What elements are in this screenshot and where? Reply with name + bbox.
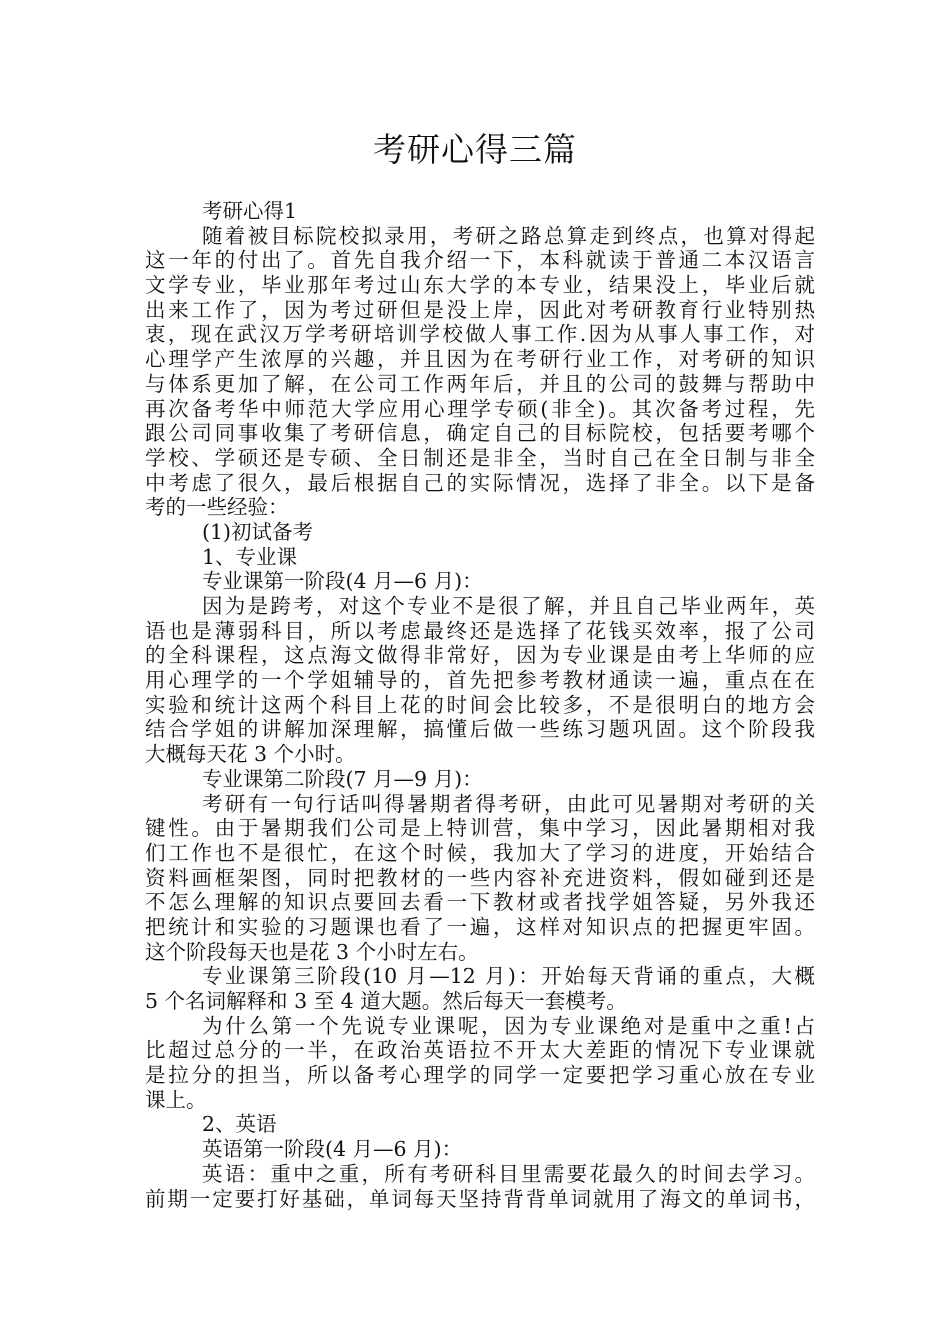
text-line: 把统计和实验的习题课也看了一遍，这样对知识点的把握更牢固。 (145, 914, 815, 939)
text-line: 专业课第三阶段(10 月—12 月)：开始每天背诵的重点，大概 (202, 964, 815, 989)
text-line: 英语：重中之重，所有考研科目里需要花最久的时间去学习。 (202, 1161, 815, 1186)
text-line: 专业课第二阶段(7 月—9 月)： (202, 766, 483, 791)
text-line: 考研心得1 (202, 199, 298, 223)
text-line: 5 个名词解释和 3 至 4 道大题。然后每天一套模考。 (145, 989, 627, 1013)
text-line: 随着被目标院校拟录用，考研之路总算走到终点，也算对得起 (202, 223, 815, 248)
text-line: 出来工作了，因为考过研但是没上岸，因此对考研教育行业特别热 (145, 297, 815, 322)
document-body (145, 199, 815, 1211)
text-line: 是拉分的担当，所以备考心理学的同学一定要把学习重心放在专业 (145, 1063, 815, 1088)
text-line: 语也是薄弱科目，所以考虑最终还是选择了花钱买效率，报了公司 (145, 618, 815, 643)
text-line: 文学专业，毕业那年考过山东大学的本专业，结果没上，毕业后就 (145, 273, 815, 298)
text-line: 大概每天花 3 个小时。 (145, 742, 356, 767)
text-line: 为什么第一个先说专业课呢，因为专业课绝对是重中之重!占 (202, 1013, 815, 1038)
text-line: 不怎么理解的知识点要回去看一下教材或者找学姐答疑，另外我还 (145, 890, 815, 915)
text-line: 因为是跨考，对这个专业不是很了解，并且自己毕业两年，英 (202, 594, 815, 618)
text-line: (1)初试备考 (202, 519, 314, 544)
text-line: 学校、学硕还是专硕、全日制还是非全，当时自己在全日制与非全 (145, 445, 815, 470)
text-line: 比超过总分的一半，在政治英语拉不开太大差距的情况下专业课就 (145, 1038, 815, 1063)
text-line: 2、英语 (202, 1112, 277, 1137)
text-line: 们工作也不是很忙，在这个时候，我加大了学习的进度，开始结合 (145, 840, 815, 865)
text-line: 这个阶段每天也是花 3 个小时左右。 (145, 939, 479, 964)
text-line: 实验和统计这两个科目上花的时间会比较多，不是很明白的地方会 (145, 692, 815, 717)
text-line: 跟公司同事收集了考研信息，确定自己的目标院校，包括要考哪个 (145, 421, 815, 446)
text-line: 专业课第一阶段(4 月—6 月)： (202, 569, 483, 594)
document-title: 考研心得三篇 (373, 130, 577, 169)
text-line: 考的一些经验： (145, 495, 289, 520)
text-line: 课上。 (145, 1087, 207, 1112)
text-line: 与体系更加了解，在公司工作两年后，并且的公司的鼓舞与帮助中 (145, 371, 815, 396)
text-line: 再次备考华中师范大学应用心理学专硕(非全)。其次备考过程，先 (145, 396, 815, 421)
text-line: 衷，现在武汉万学考研培训学校做人事工作.因为从事人事工作，对 (145, 322, 815, 347)
text-line: 心理学产生浓厚的兴趣，并且因为在考研行业工作，对考研的知识 (145, 347, 815, 372)
text-line: 英语第一阶段(4 月—6 月)： (202, 1137, 463, 1162)
text-line: 结合学姐的讲解加深理解，搞懂后做一些练习题巩固。这个阶段我 (145, 717, 815, 742)
text-line: 中考虑了很久，最后根据自己的实际情况，选择了非全。以下是备 (145, 470, 815, 495)
text-line: 的全科课程，这点海文做得非常好，因为专业课是由考上华师的应 (145, 643, 815, 668)
text-line: 用心理学的一个学姐辅导的，首先把参考教材通读一遍，重点在在 (145, 668, 815, 693)
text-line: 考研有一句行话叫得暑期者得考研，由此可见暑期对考研的关 (202, 791, 815, 816)
text-line: 键性。由于暑期我们公司是上特训营，集中学习，因此暑期相对我 (145, 816, 815, 841)
text-line: 前期一定要打好基础，单词每天坚持背背单词就用了海文的单词书， (145, 1186, 815, 1211)
text-line: 1、专业课 (202, 544, 298, 569)
text-line: 这一年的付出了。首先自我介绍一下，本科就读于普通二本汉语言 (145, 248, 815, 273)
text-line: 资料画框架图，同时把教材的一些内容补充进资料，假如碰到还是 (145, 865, 815, 890)
